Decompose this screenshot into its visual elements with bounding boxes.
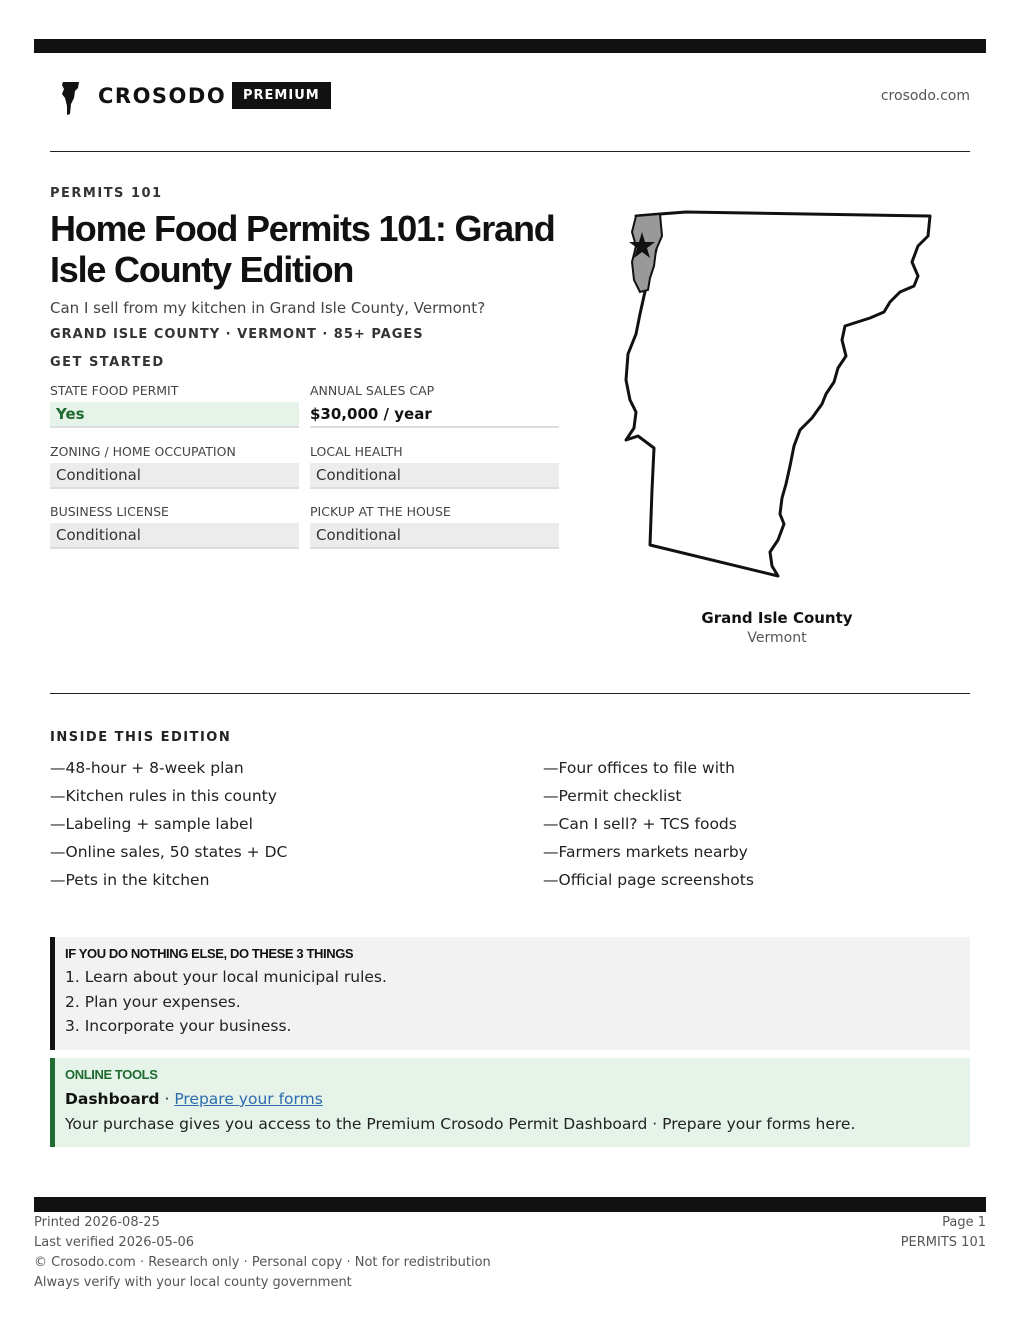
site-url[interactable]: crosodo.com <box>880 88 970 104</box>
summary-label: STATE FOOD PERMIT <box>50 383 179 398</box>
state-map <box>610 205 950 590</box>
contents-item: —Can I sell? + TCS foods <box>543 815 737 833</box>
contents-item: —Farmers markets nearby <box>543 843 748 861</box>
divider <box>50 693 970 694</box>
online-tools-callout <box>50 1058 970 1147</box>
edition-meta: GRAND ISLE COUNTY · VERMONT · 85+ PAGES <box>50 327 424 342</box>
brand-name[interactable]: CROSODO <box>98 84 227 108</box>
callout-item: 1. Learn about your local municipal rules. <box>65 968 387 986</box>
prepare-forms-link[interactable]: Prepare your forms <box>174 1090 323 1108</box>
footer-section: PERMITS 101 <box>900 1235 986 1250</box>
vermont-state-silhouette-icon <box>60 80 82 116</box>
summary-cell-state-food-permit <box>50 382 299 428</box>
summary-cell-pickup <box>310 503 559 549</box>
contents-item: —Labeling + sample label <box>50 815 253 833</box>
footer-right <box>901 1213 986 1253</box>
separator: · <box>159 1090 175 1108</box>
contents-item: —Permit checklist <box>543 787 682 805</box>
header <box>50 78 970 118</box>
online-tools-description: Your purchase gives you access to the Premium Crosodo Permit Dashboard · Prepare your forms here. <box>65 1115 856 1133</box>
summary-cell-local-health <box>310 443 559 489</box>
summary-label: ZONING / HOME OCCUPATION <box>50 444 236 459</box>
page-title: Home Food Permits 101: Grand Isle County Edition <box>50 208 555 290</box>
inside-edition-heading: INSIDE THIS EDITION <box>50 730 232 745</box>
verified-date: Last verified 2026-05-06 <box>34 1235 194 1250</box>
state-outline <box>626 212 930 576</box>
summary-value: Conditional <box>310 523 559 549</box>
summary-value: Conditional <box>50 463 299 489</box>
bottom-bar <box>34 1197 986 1212</box>
contents-item: —48-hour + 8-week plan <box>50 759 244 777</box>
printed-date: Printed 2026-08-25 <box>34 1215 160 1230</box>
page-number: Page 1 <box>942 1215 986 1230</box>
dashboard-label: Dashboard <box>65 1090 160 1108</box>
copyright: © Crosodo.com · Research only · Personal copy · Not for redistribution <box>34 1255 491 1270</box>
contents-item: —Kitchen rules in this county <box>50 787 277 805</box>
summary-value: Conditional <box>310 463 559 489</box>
top-bar <box>34 39 986 53</box>
contents-item: —Official page screenshots <box>543 871 754 889</box>
divider <box>50 151 970 152</box>
summary-label: PICKUP AT THE HOUSE <box>310 504 451 519</box>
page-subtitle: Can I sell from my kitchen in Grand Isle County, Vermont? <box>50 299 486 317</box>
map-state-label: Vermont <box>747 630 807 646</box>
summary-label: LOCAL HEALTH <box>310 444 403 459</box>
summary-label: ANNUAL SALES CAP <box>310 383 435 398</box>
summary-cell-business-license <box>50 503 299 549</box>
summary-value: $30,000 / year <box>310 402 559 428</box>
summary-value: Yes <box>50 402 299 428</box>
three-things-callout <box>50 937 970 1050</box>
footer-left <box>34 1213 491 1293</box>
contents-item: —Pets in the kitchen <box>50 871 210 889</box>
contents-list-right <box>543 757 754 897</box>
online-tools-heading: ONLINE TOOLS <box>65 1067 158 1082</box>
summary-value: Conditional <box>50 523 299 549</box>
contents-item: —Four offices to file with <box>543 759 735 777</box>
premium-badge: PREMIUM <box>232 82 331 109</box>
section-kicker: PERMITS 101 <box>50 186 163 201</box>
summary-label: BUSINESS LICENSE <box>50 504 169 519</box>
callout-item: 2. Plan your expenses. <box>65 992 241 1011</box>
dashboard-line <box>65 1087 970 1112</box>
map-county-label: Grand Isle County <box>701 609 853 627</box>
callout-item: 3. Incorporate your business. <box>65 1017 292 1035</box>
contents-item: —Online sales, 50 states + DC <box>50 843 288 861</box>
summary-cell-annual-sales-cap <box>310 382 559 428</box>
contents-list-left <box>50 757 287 897</box>
summary-cell-zoning <box>50 443 299 489</box>
get-started-heading: GET STARTED <box>50 355 165 370</box>
verify-note: Always verify with your local county government <box>34 1275 352 1290</box>
callout-heading: IF YOU DO NOTHING ELSE, DO THESE 3 THINGS <box>65 946 354 961</box>
